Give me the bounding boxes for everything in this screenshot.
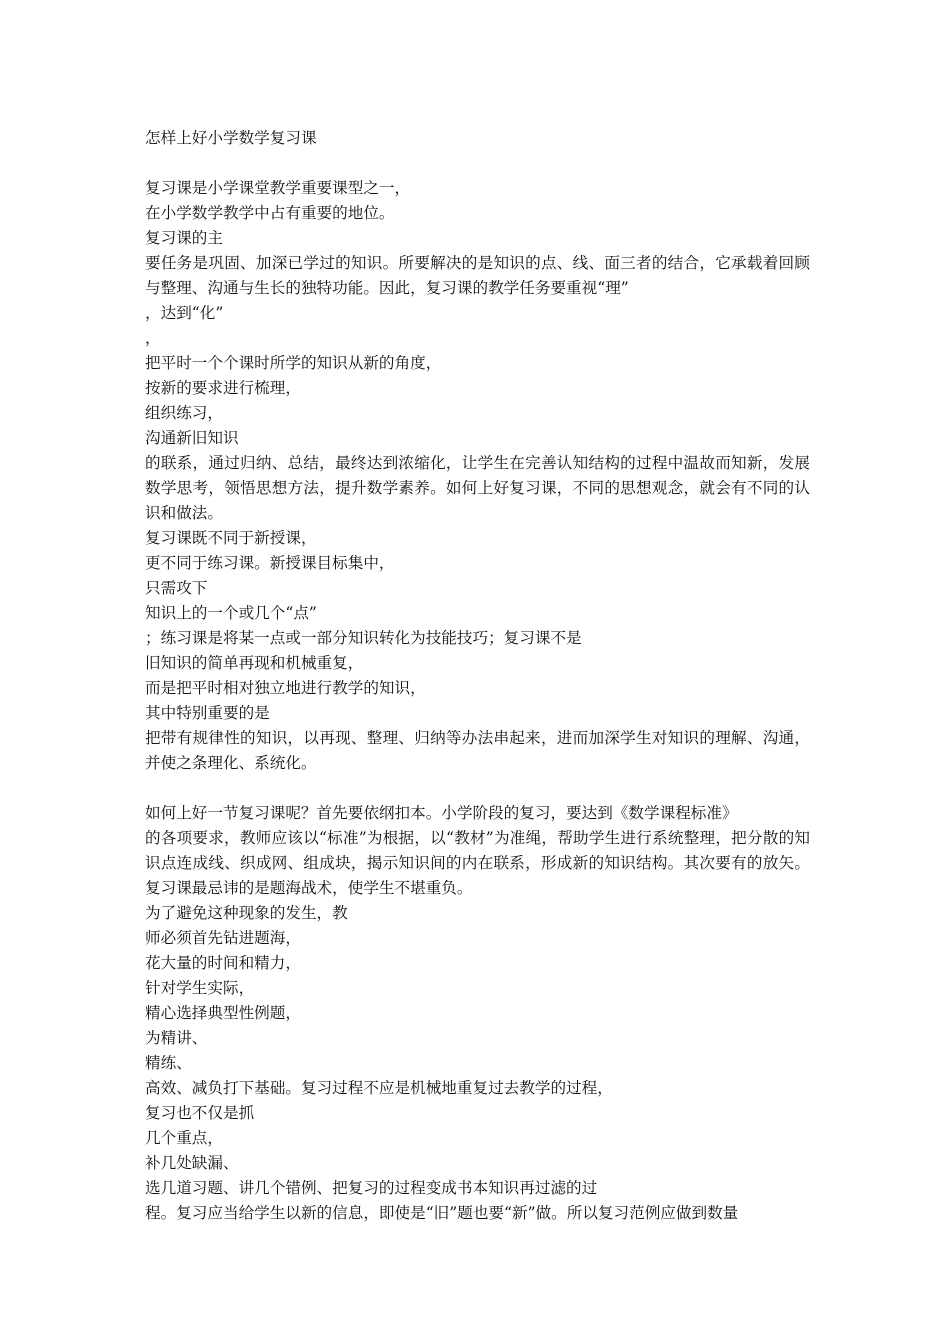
text-line: 精练、 <box>145 1054 192 1072</box>
text-line: ， <box>145 329 161 347</box>
text-line: 沟通新旧知识 <box>145 429 239 447</box>
paragraph-gap <box>145 776 810 801</box>
text-line: 选几道习题、讲几个错例、把复习的过程变成书本知识再过滤的过 <box>145 1179 598 1197</box>
text-paragraph: 的联系，通过归纳、总结，最终达到浓缩化，让学生在完善认知结构的过程中温故而知新，发展数学思考，领悟思想方法，提升数学素养。如何上好复习课，不同的思想观念，就会有不同的认识和做法。 <box>145 454 810 522</box>
text-line: 几个重点， <box>145 1129 223 1147</box>
text-line: 精心选择典型性例题， <box>145 1004 301 1022</box>
text-line: 花大量的时间和精力， <box>145 954 301 972</box>
text-paragraph: 要任务是巩固、加深已学过的知识。所要解决的是知识的点、线、面三者的结合，它承载着回顾与整理、沟通与生长的独特功能。因此，复习课的教学任务要重视“理” <box>145 254 810 297</box>
text-line: 高效、减负打下基础。复习过程不应是机械地重复过去教学的过程， <box>145 1079 613 1097</box>
text-line: 程。复习应当给学生以新的信息，即使是“旧”题也要“新”做。所以复习范例应做到数量 <box>145 1204 739 1222</box>
text-line: 师必须首先钻进题海， <box>145 929 301 947</box>
text-line: ，达到“化” <box>145 304 224 322</box>
text-line: 而是把平时相对独立地进行教学的知识， <box>145 679 426 697</box>
text-line: 补几处缺漏、 <box>145 1154 239 1172</box>
text-line: 复习课的主 <box>145 229 223 247</box>
text-line: 复习课既不同于新授课， <box>145 529 317 547</box>
text-line: 如何上好一节复习课呢？首先要依纲扣本。小学阶段的复习，要达到《数学课程标准》 <box>145 804 738 822</box>
text-line: 按新的要求进行梳理， <box>145 379 301 397</box>
text-line: 为了避免这种现象的发生，教 <box>145 904 348 922</box>
text-line: 组织练习， <box>145 404 223 422</box>
text-line: 更不同于练习课。新授课目标集中， <box>145 554 395 572</box>
text-paragraph: 的各项要求，教师应该以“标准”为根据，以“教材”为准绳，帮助学生进行系统整理，把分散的知识点连成线、织成网、组成块，揭示知识间的内在联系，形成新的知识结构。其次要有的放矢。复习课最忌讳的是题海战术，使学生不堪重负。 <box>145 829 810 897</box>
text-line: 知识上的一个或几个“点” <box>145 604 317 622</box>
text-line: 只需攻下 <box>145 579 208 597</box>
text-line: 其中特别重要的是 <box>145 704 270 722</box>
text-line: 在小学数学教学中占有重要的地位。 <box>145 204 395 222</box>
text-line: ；练习课是将某一点或一部分知识转化为技能技巧；复习课不是 <box>145 629 582 647</box>
text-paragraph: 把带有规律性的知识，以再现、整理、归纳等办法串起来，进而加深学生对知识的理解、沟通，并使之条理化、系统化。 <box>145 729 810 772</box>
text-line: 针对学生实际， <box>145 979 255 997</box>
text-line: 把平时一个个课时所学的知识从新的角度， <box>145 354 442 372</box>
text-line: 旧知识的简单再现和机械重复， <box>145 654 364 672</box>
text-line: 复习课是小学课堂教学重要课型之一， <box>145 179 411 197</box>
text-line: 为精讲、 <box>145 1029 208 1047</box>
text-line: 复习也不仅是抓 <box>145 1104 255 1122</box>
document-title: 怎样上好小学数学复习课 <box>145 129 317 147</box>
document-page <box>145 126 810 1226</box>
